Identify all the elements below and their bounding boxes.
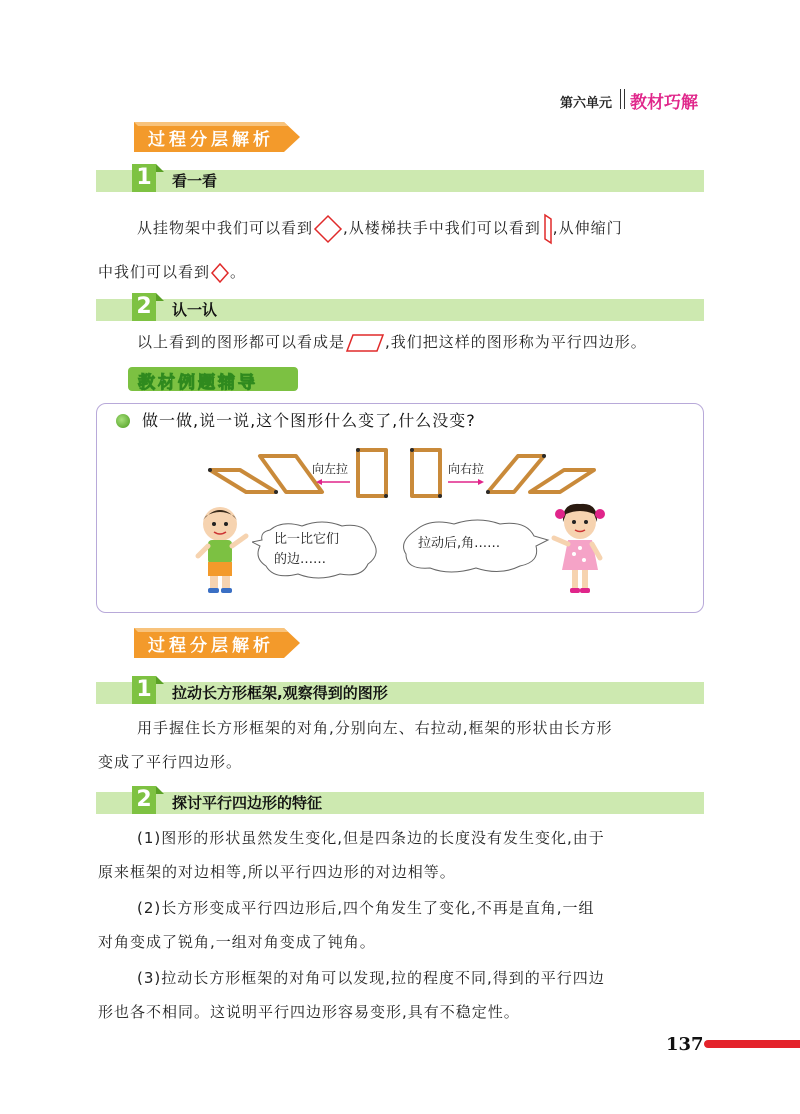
section-number: 2 (132, 293, 156, 321)
boy-bubble-text-1: 比一比它们 (274, 532, 340, 547)
text-run: ,从伸缩门 (552, 219, 623, 237)
section-title: 看一看 (172, 172, 218, 190)
girl-bubble-text: 拉动后,角…… (418, 536, 501, 551)
example-banner (128, 366, 304, 392)
flat-parallelogram-left-1 (210, 470, 276, 492)
example-box (96, 403, 704, 613)
text-run: 从挂物架中我们可以看到 (137, 219, 314, 237)
pull-frame-line-1: 用手握住长方形框架的对角,分别向左、右拉动,框架的形状由长方形 (137, 719, 613, 737)
pull-right-label: 向右拉 (448, 462, 485, 476)
feature-1-line-1: (1)图形的形状虽然发生变化,但是四条边的长度没有发生变化,由于 (137, 829, 605, 847)
pull-frame-line-2: 变成了平行四边形。 (98, 753, 243, 771)
example-banner-text: 教材例题辅导 (138, 373, 258, 393)
text-run: 以上看到的图形都可以看成是 (137, 333, 346, 351)
header-divider (620, 89, 625, 109)
section-title: 探讨平行四边形的特征 (172, 794, 323, 812)
example-question: 做一做,说一说,这个图形什么变了,什么没变? (142, 411, 476, 430)
feature-3-line-1: (3)拉动长方形框架的对角可以发现,拉的程度不同,得到的平行四边 (137, 969, 605, 987)
feature-3-line-2: 形也各不相同。这说明平行四边形容易变形,具有不稳定性。 (98, 1003, 520, 1021)
boy-bubble-text-2: 的边…… (274, 552, 327, 567)
feature-1-line-2: 原来框架的对边相等,所以平行四边形的对边相等。 (98, 863, 456, 881)
section-number: 1 (132, 676, 156, 704)
rectangle-frame-right (412, 450, 440, 496)
girl-character-icon (550, 500, 610, 600)
small-rhombus-icon (210, 262, 230, 284)
section-stripe-recognize (96, 294, 704, 321)
section-stripe-pull-frame (96, 677, 704, 704)
pull-left-label: 向左拉 (312, 462, 349, 476)
section-title: 拉动长方形框架,观察得到的图形 (172, 684, 388, 702)
parallelogram-icon (345, 332, 385, 354)
feature-2-line-2: 对角变成了锐角,一组对角变成了钝角。 (98, 933, 376, 951)
section-number: 2 (132, 786, 156, 814)
bullet-dot-icon (116, 414, 130, 428)
banner-text: 过程分层解析 (148, 130, 274, 150)
banner-text: 过程分层解析 (148, 636, 274, 656)
text-run: 中我们可以看到 (98, 263, 211, 281)
unit-label: 第六单元 (560, 96, 613, 111)
flat-parallelogram-right-2 (530, 470, 594, 492)
text-run: 。 (230, 263, 247, 281)
slanted-parallelogram-icon (541, 213, 553, 245)
feature-2-line-1: (2)长方形变成平行四边形后,四个角发生了变化,不再是直角,一组 (137, 899, 595, 917)
boy-character-icon (190, 506, 250, 596)
page-bar-decoration (704, 1040, 800, 1048)
text-run: ,从楼梯扶手中我们可以看到 (343, 219, 541, 237)
page-number: 137 (666, 1034, 704, 1055)
process-banner-1 (134, 120, 302, 154)
look-paragraph-line-2 (98, 256, 246, 288)
section-stripe-features (96, 787, 704, 814)
rectangle-frame-left (358, 450, 386, 496)
process-banner-2 (134, 626, 302, 660)
section-title-header: 教材巧解 (630, 93, 698, 113)
text-run: ,我们把这样的图形称为平行四边形。 (385, 333, 647, 351)
recognize-paragraph (137, 326, 647, 358)
section-title: 认一认 (172, 301, 218, 319)
rhombus-icon (313, 214, 343, 244)
section-number: 1 (132, 164, 156, 192)
frames-illustration (200, 444, 600, 504)
look-paragraph-line-1 (137, 212, 623, 245)
section-stripe-look (96, 165, 704, 192)
